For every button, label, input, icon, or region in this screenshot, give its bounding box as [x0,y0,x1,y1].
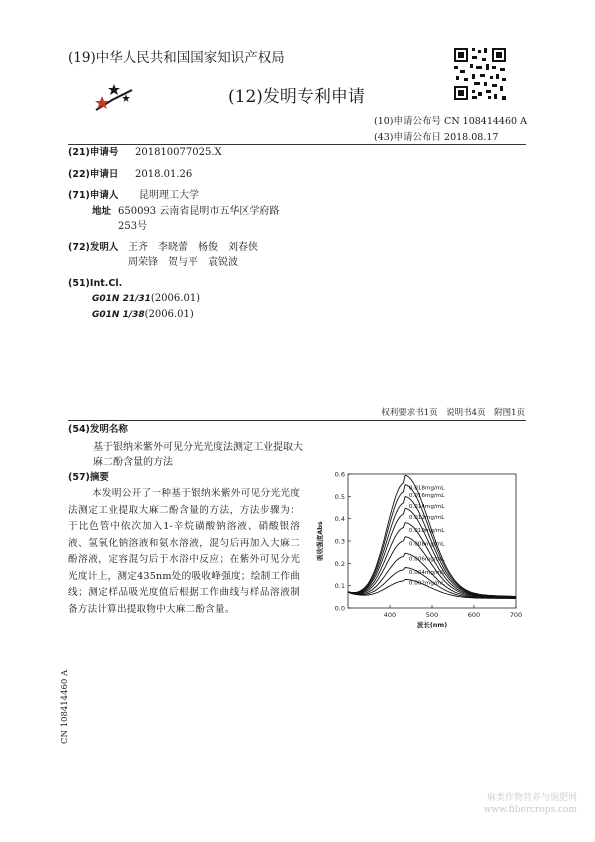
abstract-label: (57)摘要 [68,472,109,483]
abstract-divider [68,420,526,421]
applicant-label: (71)申请人 [68,190,119,201]
y-tick-label: 0.4 [334,515,345,524]
publication-number: CN 108414460 A [444,116,527,127]
x-tick-label: 700 [509,611,523,619]
address-line-1: 650093 云南省昆明市五华区学府路 [118,206,280,217]
ipc-class-1 [92,292,200,306]
y-tick-label: 0.0 [334,604,345,613]
series-label: 0.016mg/mL [408,493,445,500]
invention-title: 基于银纳米紫外可见分光光度法测定工业提取大麻二酚含量的方法 [93,442,303,468]
x-tick-label: 600 [467,611,481,619]
series-label: 0.006mg/mL [408,556,445,563]
cnipa-logo [92,80,136,116]
applicant: 昆明理工大学 [139,190,199,201]
series-label: 0.014mg/mL [408,504,445,511]
publication-date-label: (43)申请公布日 [374,132,442,143]
inventors-row [68,241,118,255]
header-divider [68,144,526,145]
document-type: (12)发明专利申请 [228,87,365,107]
issuing-authority: (19)中华人民共和国国家知识产权局 [68,50,285,66]
address-label: 地址 [92,206,112,217]
y-tick-label: 0.5 [334,492,345,501]
y-tick-label: 0.2 [334,559,345,568]
title-row [68,423,128,437]
intcl-label: (51)Int.Cl. [68,278,123,289]
application-number-row [68,146,118,160]
application-date: 2018.01.26 [135,169,193,180]
publication-number-label: (10)申请公布号 [374,116,442,127]
x-axis-label: 波长(nm) [416,621,448,628]
absorbance-spectrum-chart [308,468,528,628]
series-label: 0.012mg/mL [408,515,445,522]
publication-date-row [374,129,498,143]
series-label: 0.004mg/mL [408,569,445,576]
application-date-row [68,168,118,182]
site-watermark: 麻类作物营养与施肥网 www.fibercrops.com [483,793,577,815]
series-label: 0.018mg/mL [408,485,445,492]
inventors-line-2: 周荣锋 贺与平 袁锐波 [128,257,238,268]
series-label: 0.008mg/mL [408,541,445,548]
abstract-text: 本发明公开了一种基于银纳米紫外可见分光光度法测定工业提取大麻二酚含量的方法，方法步骤为：于比色管中依次加入1-辛烷磺酸钠溶液、硝酸银溶液、氢氧化钠溶液和氨水溶液，混匀后再加入大麻二酚溶液，定容混匀后于水浴中反应；在紫外可见分光光度计上，测定435nm处的吸收峰强度；绘制工作曲线；测定样品吸光度值后根据工作曲线与样品溶液制备方法计算出提取物中大麻二酚含量。 [68,488,300,615]
address-line-2: 253号 [118,221,148,232]
ipc-class-2 [92,308,194,322]
ipc-class-1-code: G01N 21/31 [92,294,151,304]
series-label: 0.010mg/mL [408,528,445,535]
inventors-label: (72)发明人 [68,242,119,253]
applicant-row [68,189,118,203]
y-tick-label: 0.1 [334,582,345,591]
side-publication-number: CN 108414460 A [60,669,70,744]
publication-date: 2018.08.17 [444,132,499,143]
publication-number-row [374,113,527,127]
application-number-label: (21)申请号 [68,147,119,158]
x-tick-label: 400 [383,611,397,619]
ipc-class-2-code: G01N 1/38 [92,310,145,320]
x-tick-label: 500 [425,611,439,619]
application-date-label: (22)申请日 [68,169,119,180]
ipc-class-1-version: (2006.01) [150,293,201,304]
ipc-class-2-version: (2006.01) [144,309,194,320]
qr-code [452,46,508,102]
intcl-row [68,277,122,291]
y-tick-label: 0.6 [334,470,345,479]
abstract-row [68,471,109,485]
series-label: 0.002mg/mL [408,580,445,587]
application-number: 201810077025.X [135,147,222,158]
y-tick-label: 0.3 [334,537,345,546]
title-label: (54)发明名称 [68,424,128,435]
y-axis-label: 吸收强度Abs [316,521,324,561]
page-counts: 权利要求书1页 说明书4页 附图1页 [381,408,525,418]
inventors-line-1: 王齐 李晓蕾 杨俊 刘春侠 [128,242,258,253]
